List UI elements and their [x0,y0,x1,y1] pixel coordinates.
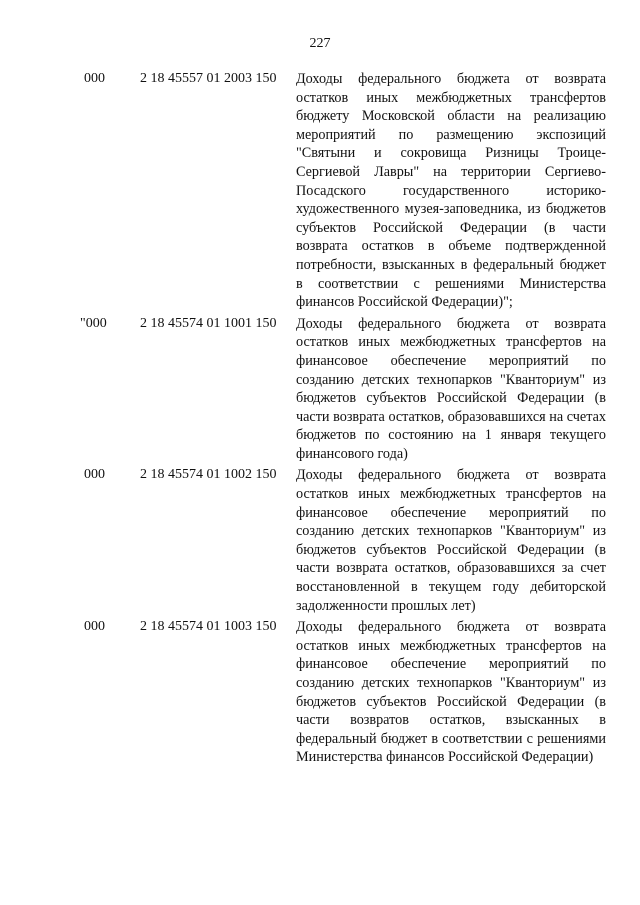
entry-admin-code: 000 [84,467,105,483]
entry-budget-code: 2 18 45574 01 1001 150 [140,315,277,331]
page-number: 227 [309,36,331,51]
entry-row [0,315,640,464]
entry-admin-code: 000 [84,619,105,635]
entry-description: Доходы федерального бюджета от возврата остатков иных межбюджетных трансфертов на финансовое обеспечение мероприятий по созданию детских технопарков "Кванториум" из бюджетов субъектов Российской Федерации (в части возврата остатков, образовавшихся за счет восстановленной в текущем году дебиторской задолженности прошлых лет) [296,467,606,614]
entry-row [0,70,640,312]
entry-row [0,618,640,767]
entry-admin-code: 000 [84,71,105,86]
entry-budget-code: 2 18 45574 01 1003 150 [140,619,277,635]
entry-budget-code: 2 18 45557 01 2003 150 [140,71,277,86]
entries-list [0,70,640,770]
entry-description: Доходы федерального бюджета от возврата остатков иных межбюджетных трансфертов на финансовое обеспечение мероприятий по созданию детских технопарков "Кванториум" из бюджетов субъектов Российской Федерации (в части возвратов остатков, взысканных в федеральный бюджет в соответствии с решениями Министерства финансов Российской Федерации) [296,619,606,766]
entry-description: Доходы федерального бюджета от возврата остатков иных межбюджетных трансфертов бюджету Московской области на реализацию мероприятий по размещению экспозиций "Святыни и сокровища Ризницы Троице-Сергиевой Лавры" на территории Сергиево-Посадского государственного историко-художественного музея-заповедника, из бюджетов субъектов Российской Федерации (в части возврата остатков в объеме подтвержденной потребности, взысканных в федеральный бюджет в соответствии с решениями Министерства финансов Российской Федерации)"; [296,71,606,311]
entry-row [0,466,640,615]
entry-admin-code: "000 [80,315,107,331]
entry-budget-code: 2 18 45574 01 1002 150 [140,467,277,483]
entry-description: Доходы федерального бюджета от возврата остатков иных межбюджетных трансфертов на финансовое обеспечение мероприятий по созданию детских технопарков "Кванториум" из бюджетов субъектов Российской Федерации (в части возврата остатков, образовавшихся на счетах бюджетов по состоянию на 1 января текущего финансового года) [296,315,606,462]
